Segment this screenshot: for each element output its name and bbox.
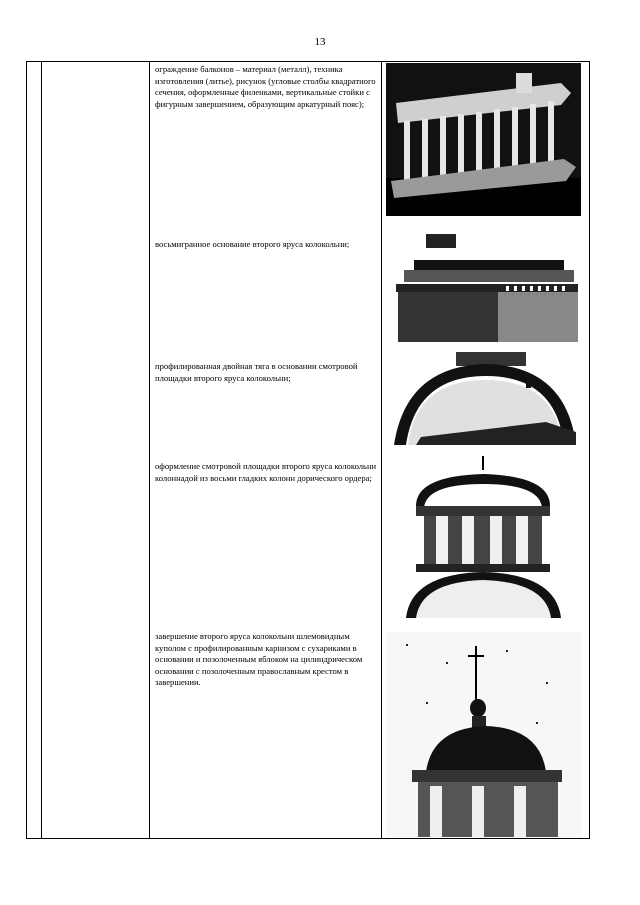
table-column-divider (149, 62, 150, 838)
feature-description-dome-with-cross: завершение второго яруса колокольни шлемовидным куполом с профилированным карнизом с сухариками в основании и позолоченным яблоком на цилиндрическом основании с позолоченным православным крестом в завершении. (155, 631, 363, 688)
table-column-divider (41, 62, 42, 838)
feature-description-double-molding: профилированная двойная тяга в основании смотровой площадки второго яруса колокольни; (155, 361, 358, 383)
double-molding-photo (386, 352, 581, 445)
page-number: 13 (314, 36, 326, 48)
octagonal-base-photo (386, 228, 581, 342)
table-column-divider (381, 62, 382, 838)
heritage-features-table (26, 61, 590, 839)
feature-description-octagonal-base: восьмигранное основание второго яруса колокольни; (155, 239, 350, 249)
balcony-railing-photo (386, 63, 581, 216)
colonnade-observation-deck-photo (386, 456, 581, 618)
feature-description-colonnade: оформление смотровой площадки второго яруса колокольни колоннадой из восьми гладких колонн дорического ордера; (155, 461, 377, 483)
dome-with-cross-photo (386, 632, 581, 837)
feature-description-balcony-railing: ограждение балконов – материал (металл), техника изготовления (литье), рисунок (угловые столбы квадратного сечения, оформленные филенками, вертикальные стойки с фигурным завершением, образующим аркатурный пояс); (155, 64, 376, 109)
